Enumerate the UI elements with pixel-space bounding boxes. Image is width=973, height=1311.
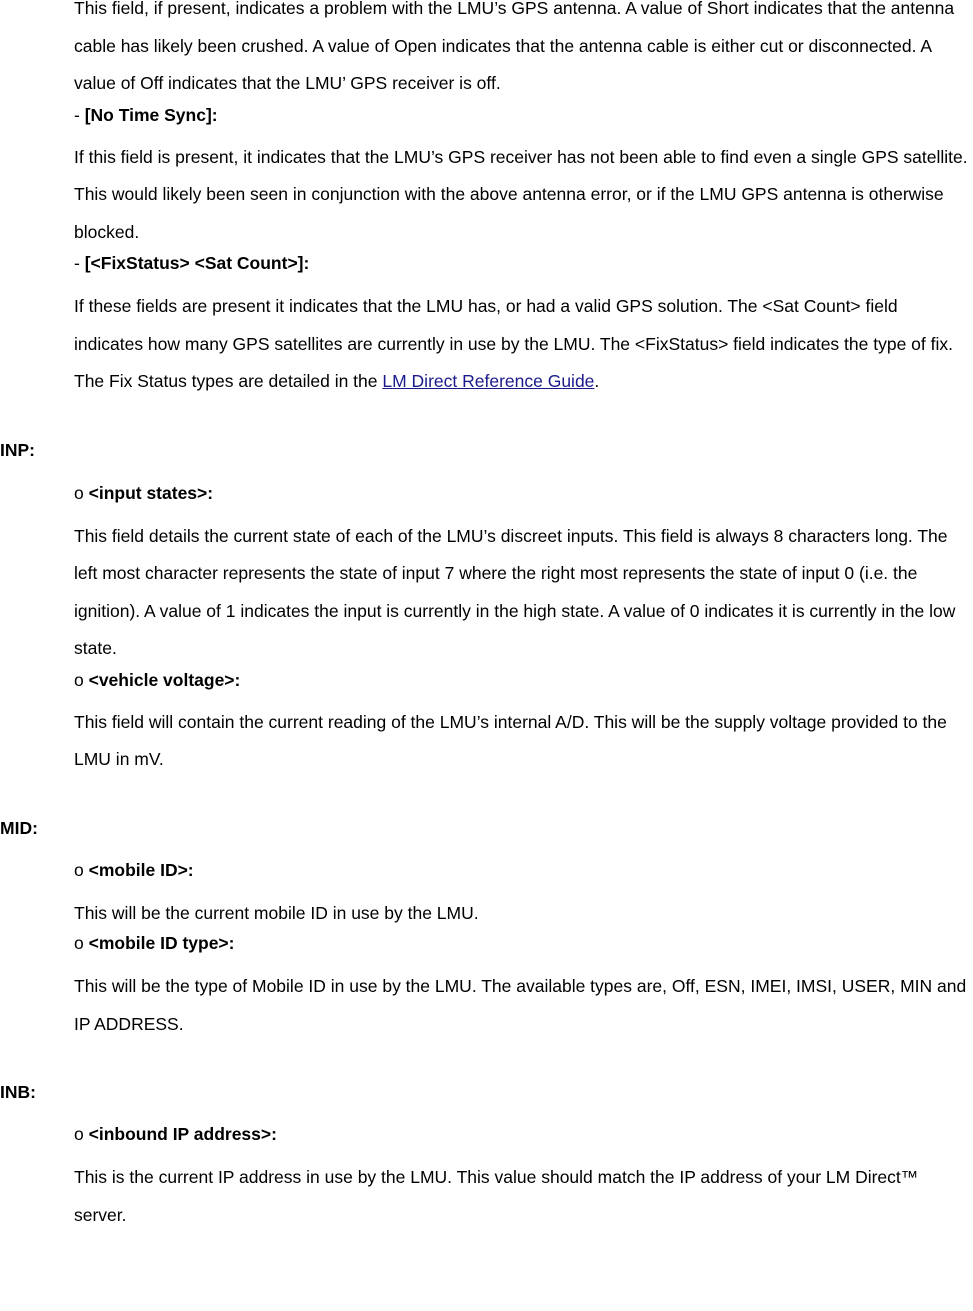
- bullet-o: o: [74, 933, 89, 953]
- bullet-dash: -: [74, 253, 85, 273]
- field-label-fix-status: [<FixStatus> <Sat Count>]:: [84, 253, 310, 273]
- vehicle-voltage-description: This field will contain the current reading of the LMU’s internal A/D. This will be the supply voltage provided to the LMU in mV.: [74, 711, 947, 769]
- no-time-sync-description: If this field is present, it indicates that the LMU’s GPS receiver has not been able to find even a single GPS satellite. This would likely been seen in conjunction with the above antenna error, or if the LMU GPS antenna is otherwise blocked.: [74, 146, 968, 242]
- field-inbound-ip-address: [0, 1123, 973, 1146]
- field-input-states: [0, 482, 973, 505]
- gps-antenna-description: This field, if present, indicates a problem with the LMU’s GPS antenna. A value of Short indicates that the antenna cable has likely been crushed. A value of Open indicates that the antenna cable is either cut or disconnected. A value of Off indicates that the LMU’ GPS receiver is off.: [74, 0, 955, 93]
- field-vehicle-voltage: [0, 669, 973, 692]
- field-no-time-sync: [0, 104, 973, 127]
- inbound-ip-description: This is the current IP address in use by the LMU. This value should match the IP address of your LM Direct™ server.: [74, 1167, 919, 1225]
- bullet-dash: -: [74, 104, 85, 125]
- bullet-o: o: [74, 859, 89, 880]
- field-label-input-states: <input states>:: [88, 482, 214, 503]
- field-label-mobile-id-type: <mobile ID type>:: [88, 933, 235, 953]
- field-mobile-id: [0, 859, 973, 882]
- section-heading-inp: INP:: [0, 439, 35, 460]
- section-heading-mid: MID:: [0, 817, 38, 838]
- bullet-o: o: [74, 1124, 89, 1144]
- fix-status-description: [0, 288, 973, 401]
- field-label-vehicle-voltage: <vehicle voltage>:: [88, 669, 241, 690]
- fix-status-text: If these fields are present it indicates that the LMU has, or had a valid GPS solution. The <Sat Count> field indicates how many GPS satellites are currently in use by the LMU. The <FixStatus> field indicates the type of fix. The Fix Status types are detailed in the: [74, 296, 953, 391]
- mobile-id-description: This will be the current mobile ID in use by the LMU.: [74, 902, 479, 923]
- field-label-no-time-sync: [No Time Sync]:: [84, 104, 218, 125]
- field-label-mobile-id: <mobile ID>:: [88, 859, 194, 880]
- field-label-inbound-ip-address: <inbound IP address>:: [88, 1124, 277, 1144]
- bullet-o: o: [74, 482, 89, 503]
- input-states-description: This field details the current state of each of the LMU’s discreet inputs. This field is always 8 characters long. The left most character represents the state of input 7 where the right most represents the state of input 0 (i.e. the ignition). A value of 1 indicates the input is currently in the high state. A value of 0 indicates it is currently in the low state.: [74, 525, 956, 658]
- field-fix-status: [0, 252, 973, 275]
- mobile-id-type-description: This will be the type of Mobile ID in use by the LMU. The available types are, Off, ESN, IMEI, IMSI, USER, MIN and IP ADDRESS.: [74, 976, 967, 1034]
- bullet-o: o: [74, 669, 89, 690]
- fix-status-period: .: [594, 371, 600, 391]
- section-heading-inb: INB:: [0, 1082, 36, 1102]
- field-mobile-id-type: [0, 932, 973, 955]
- lm-direct-reference-guide-link[interactable]: LM Direct Reference Guide: [382, 371, 595, 391]
